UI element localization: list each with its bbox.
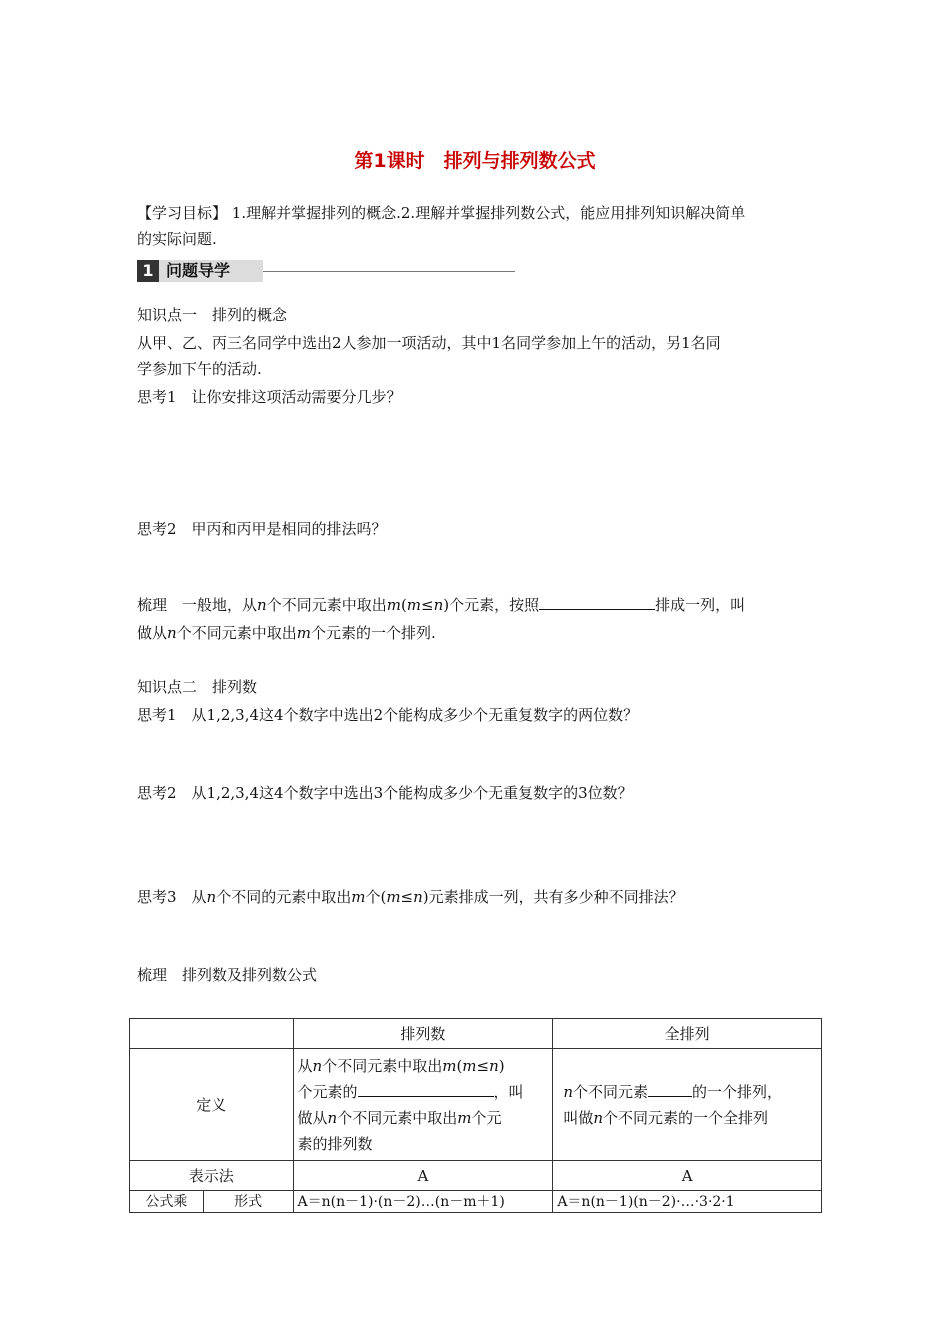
kp1-summary-line-1: 梳理 一般地，从n个不同元素中取出m(m≤n)个元素，按照 排成一列，叫 <box>137 596 746 614</box>
math-n: n <box>563 1082 573 1101</box>
header-cell-perm: 排列数 <box>293 1019 553 1049</box>
math-n: n <box>593 1108 603 1127</box>
section-divider <box>263 271 515 272</box>
cell-text: 个不同元素中取出 <box>322 1056 443 1075</box>
math-n: n <box>206 888 217 906</box>
def-full-cell <box>553 1049 822 1161</box>
kp2-think-1: 思考1 从1,2,3,4这4个数字中选出2个能构成多少个无重复数字的两位数？ <box>137 706 639 724</box>
cell-text: 个元素的 <box>297 1082 358 1101</box>
math-condition: m≤n <box>386 888 423 906</box>
notation-perm: A <box>293 1161 553 1191</box>
table-row-formula <box>130 1191 822 1213</box>
math-m: m <box>457 1108 472 1127</box>
fill-blank[interactable] <box>358 1082 494 1097</box>
kp2-think-3 <box>137 884 684 910</box>
header-cell-full: 全排列 <box>553 1019 822 1049</box>
objectives-text-1: 1.理解并掌握排列的概念.2.理解并掌握排列数公式，能应用排列知识解决简单 <box>231 204 746 222</box>
cell-text: 的一个排列， <box>692 1082 783 1101</box>
kp1-think-1: 思考1 让你安排这项活动需要分几步？ <box>137 388 402 406</box>
cell-text: 个不同元素的一个全排列 <box>603 1108 769 1127</box>
notation-full: A <box>553 1161 822 1191</box>
kp1-heading: 知识点一 排列的概念 <box>137 306 288 324</box>
formula-full: A＝n(n－1)(n－2)·…·3·2·1 <box>553 1191 822 1213</box>
think-text: 个( <box>365 888 387 906</box>
kp2-think-2: 思考2 从1,2,3,4这4个数字中选出3个能构成多少个无重复数字的3位数？ <box>137 784 633 802</box>
kp1-think-2: 思考2 甲丙和丙甲是相同的排法吗？ <box>137 520 387 538</box>
objectives-line-1 <box>137 200 745 226</box>
table-row-definition <box>130 1049 822 1161</box>
kp2-summary: 梳理 排列数及排列数公式 <box>137 966 318 984</box>
page-title: 第1课时 排列与排列数公式 <box>354 150 596 172</box>
kp2-heading: 知识点二 排列数 <box>137 678 258 696</box>
think-text: )元素排成一列，共有多少种不同排法？ <box>422 888 684 906</box>
objectives-text-2: 的实际问题. <box>137 230 217 248</box>
summary-text: 个元素的一个排列. <box>310 624 436 642</box>
math-m: m <box>296 624 311 642</box>
think-text: 个不同的元素中取出 <box>216 888 352 906</box>
math-m: m <box>386 596 401 614</box>
table-row-notation <box>130 1161 822 1191</box>
kp1-summary-line-2 <box>137 620 436 646</box>
math-n: n <box>327 1108 338 1127</box>
table-header-row <box>130 1019 822 1049</box>
cell-text: 从 <box>297 1056 313 1075</box>
notation-label: 表示法 <box>130 1161 294 1191</box>
summary-text: 个不同元素中取出 <box>266 596 387 614</box>
summary-text: 做从 <box>137 624 168 642</box>
math-condition: m≤n <box>462 1056 499 1075</box>
math-n: n <box>312 1056 323 1075</box>
cell-text: 做从 <box>297 1108 328 1127</box>
kp1-intro-1: 从甲、乙、丙三名同学中选出2人参加一项活动，其中1名同学参加上午的活动，另1名同 <box>137 334 721 352</box>
cell-text: 叫做 <box>563 1108 594 1127</box>
math-m: m <box>351 888 366 906</box>
cell-text: ，叫 <box>493 1082 524 1101</box>
cell-text: 个元 <box>471 1108 502 1127</box>
permutation-table <box>129 1018 822 1213</box>
summary-text: 个不同元素中取出 <box>176 624 297 642</box>
summary-text: 排成一列，叫 <box>655 596 746 614</box>
formula-label-a: 公式乘 <box>130 1191 204 1213</box>
think-text: 思考3 从 <box>137 888 207 906</box>
objectives-label: 【学习目标】 <box>137 204 228 222</box>
cell-text: 素的排列数 <box>297 1134 373 1153</box>
kp1-intro-2: 学参加下午的活动. <box>137 360 262 378</box>
cell-text: 个不同元素中取出 <box>337 1108 458 1127</box>
def-label: 定义 <box>130 1049 294 1161</box>
section-label: 问题导学 <box>166 261 231 280</box>
formula-perm: A＝n(n－1)·(n－2)…(n－m＋1) <box>293 1191 553 1213</box>
math-m: m <box>442 1056 457 1075</box>
summary-text: 梳理 一般地，从 <box>137 596 258 614</box>
math-n: n <box>167 624 177 642</box>
formula-label-b: 形式 <box>203 1191 293 1213</box>
cell-text: 个不同元素 <box>572 1082 648 1101</box>
header-cell-empty <box>130 1019 294 1049</box>
summary-text: 个元素，按照 <box>449 596 540 614</box>
math-condition: m≤n <box>406 596 444 614</box>
fill-blank[interactable] <box>539 595 655 610</box>
section-number: 1 <box>137 260 159 282</box>
fill-blank[interactable] <box>648 1082 692 1097</box>
math-n: n <box>257 596 267 614</box>
def-perm-cell: 从n个不同元素中取出m(m≤n) 个元素的 ，叫 做从n个不同元素中取出m个元 素的排列数 <box>293 1049 553 1161</box>
